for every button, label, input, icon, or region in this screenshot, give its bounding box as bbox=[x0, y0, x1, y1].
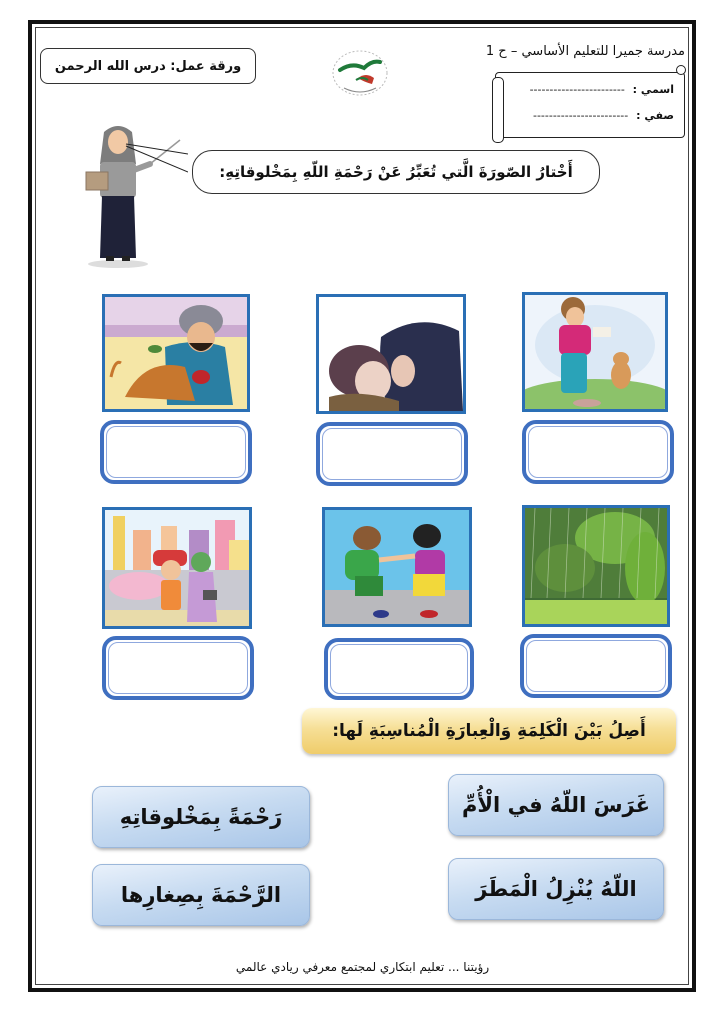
phrase-right-1[interactable]: غَرَسَ اللّهُ في الْأُمِّ bbox=[448, 774, 664, 836]
picture-boy-feeding-cat[interactable] bbox=[522, 292, 668, 412]
class-label: صفي : bbox=[636, 109, 674, 122]
class-field-row[interactable] bbox=[533, 109, 674, 122]
name-blank[interactable]: ------------------------ bbox=[529, 83, 625, 96]
answer-box-boys-fighting[interactable] bbox=[324, 638, 474, 700]
footer-motto: رؤيتنا ... تعليم ابتكاري لمجتمع معرفي ريادي عالمي bbox=[235, 960, 490, 974]
answer-box-rain-on-forest[interactable] bbox=[520, 634, 672, 698]
worksheet-title: ورقة عمل: درس الله الرحمن bbox=[40, 48, 256, 84]
instruction-bubble: أَخْتارُ الصّورَةَ الَّتي تُعَبِّرُ عَنْ رَحْمَةِ اللّهِ بِمَخْلوقاتِهِ: bbox=[192, 150, 600, 194]
matching-instruction-banner: أَصِلُ بَيْنَ الْكَلِمَةِ وَالْعِبارَةِ الْمُناسِبَةِ لَها: bbox=[302, 708, 676, 754]
answer-box-boy-feeding-cat[interactable] bbox=[522, 420, 674, 484]
phrase-left-2[interactable]: الرَّحْمَةَ بِصِغارِها bbox=[92, 864, 310, 926]
picture-rain-on-forest[interactable] bbox=[522, 505, 670, 627]
teacher-with-pointer-icon bbox=[78, 120, 188, 270]
school-logo-icon bbox=[330, 48, 390, 98]
phrase-left-1[interactable]: رَحْمَةً بِمَخْلوقاتِهِ bbox=[92, 786, 310, 848]
class-blank[interactable]: ------------------------ bbox=[532, 109, 629, 122]
answer-box-man-with-lion[interactable] bbox=[100, 420, 252, 484]
answer-box-mother-embracing-child[interactable] bbox=[316, 422, 468, 486]
name-field-row[interactable] bbox=[530, 83, 674, 96]
answer-box-girl-helping-old-woman[interactable] bbox=[102, 636, 254, 700]
picture-man-with-lion[interactable] bbox=[102, 294, 250, 412]
picture-mother-embracing-child[interactable] bbox=[316, 294, 466, 414]
name-label: اسمي : bbox=[632, 83, 674, 96]
picture-girl-helping-old-woman[interactable] bbox=[102, 507, 252, 629]
student-info-scroll bbox=[495, 72, 685, 138]
school-name: مدرسة جميرا للتعليم الأساسي – ح 1 bbox=[485, 44, 685, 59]
phrase-right-2[interactable]: اللّهُ يُنْزِلُ الْمَطَرَ bbox=[448, 858, 664, 920]
picture-boys-fighting[interactable] bbox=[322, 507, 472, 627]
